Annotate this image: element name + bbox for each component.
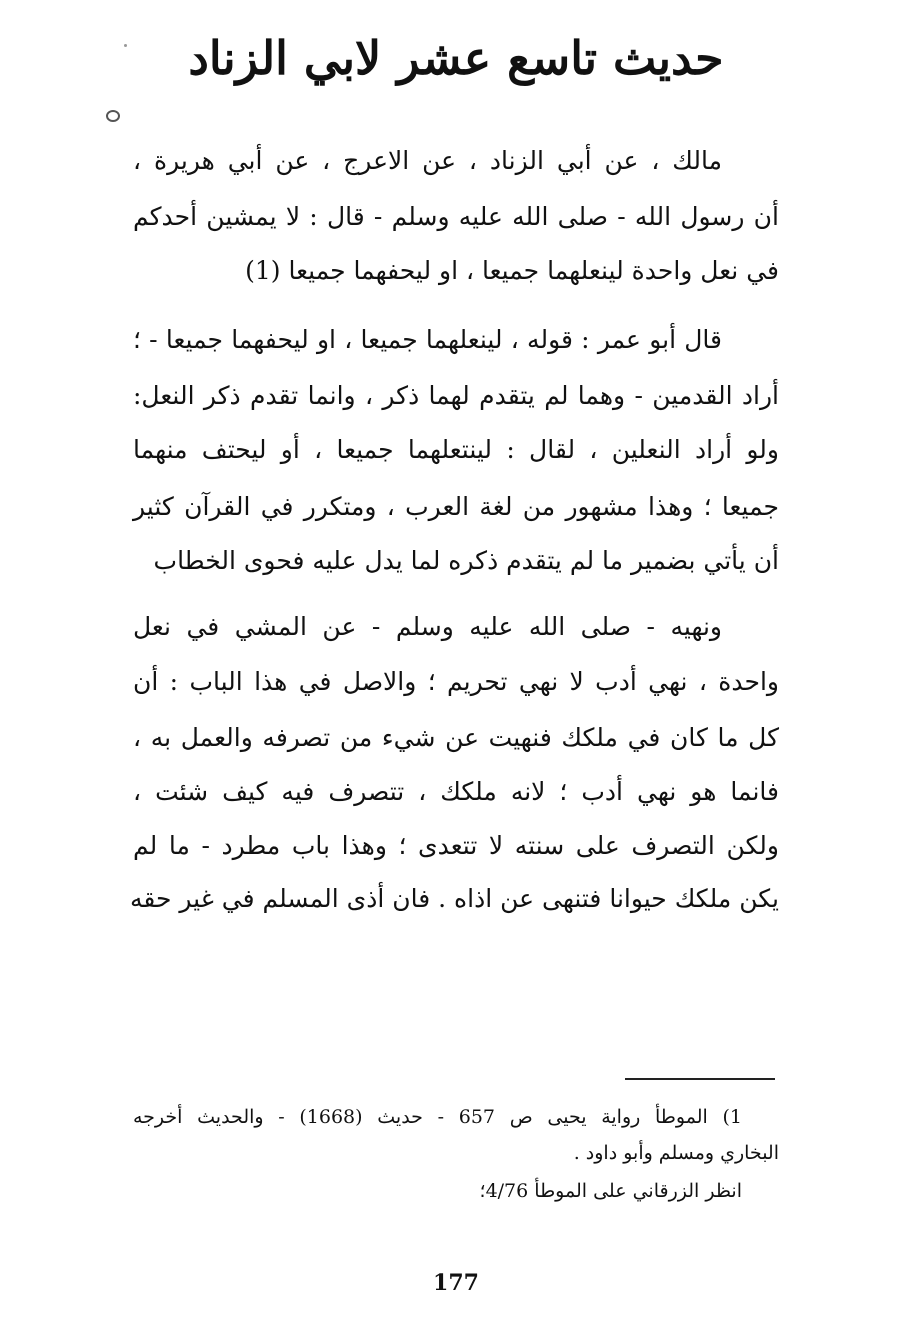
paragraph-3-line-6: يكن ملكك حيوانا فتنهى عن اذاه . فان أذى المسلم في غير حقه bbox=[129, 884, 779, 913]
paragraph-1-line-1: مالك ، عن أبي الزناد ، عن الاعرج ، عن أبي هريرة ، bbox=[133, 146, 722, 175]
page-blot bbox=[106, 110, 120, 122]
paragraph-3-line-3: كل ما كان في ملكك فنهيت عن شيء من تصرفه والعمل به ، bbox=[133, 723, 779, 752]
footnote-divider bbox=[625, 1078, 775, 1080]
paragraph-2-line-5: أن يأتي بضمير ما لم يتقدم ذكره لما يدل عليه فحوى الخطاب bbox=[153, 546, 779, 575]
paragraph-3-line-5: ولكن التصرف على سنته لا تتعدى ؛ وهذا باب مطرد - ما لم bbox=[133, 831, 779, 860]
paragraph-3-line-2: واحدة ، نهي أدب لا نهي تحريم ؛ والاصل في هذا الباب : أن bbox=[133, 667, 779, 696]
paragraph-1-line-2: أن رسول الله - صلى الله عليه وسلم - قال : لا يمشين أحدكم bbox=[133, 202, 779, 231]
paragraph-2-line-1: قال أبو عمر : قوله ، لينعلهما جميعا ، او ليحفهما جميعا - ؛ bbox=[133, 325, 722, 354]
paragraph-2-line-2: أراد القدمين - وهما لم يتقدم لهما ذكر ، وانما تقدم ذكر النعل: bbox=[133, 381, 779, 410]
paragraph-3-line-1: ونهيه - صلى الله عليه وسلم - عن المشي في نعل bbox=[133, 612, 722, 641]
footnote-line-1: 1) الموطأ رواية يحيى ص 657 - حديث (1668) - والحديث أخرجه bbox=[133, 1106, 742, 1128]
page-title: حديث تاسع عشر لابي الزناد bbox=[188, 31, 724, 85]
paragraph-3-line-4: فانما هو نهي أدب ؛ لانه ملكك ، تتصرف فيه كيف شئت ، bbox=[133, 777, 779, 806]
page-number: 177 bbox=[433, 1270, 479, 1296]
paragraph-1-line-3: في نعل واحدة لينعلهما جميعا ، او ليحفهما جميعا (1) bbox=[245, 256, 779, 285]
footnote-line-2: البخاري ومسلم وأبو داود . bbox=[573, 1142, 779, 1164]
paragraph-2-line-4: جميعا ؛ وهذا مشهور من لغة العرب ، ومتكرر في القرآن كثير bbox=[133, 492, 779, 521]
footnote-line-3: انظر الزرقاني على الموطأ 4/76؛ bbox=[479, 1180, 742, 1202]
paragraph-2-line-3: ولو أراد النعلين ، لقال : لينتعلهما جميعا ، أو ليحتف منهما bbox=[133, 435, 779, 464]
